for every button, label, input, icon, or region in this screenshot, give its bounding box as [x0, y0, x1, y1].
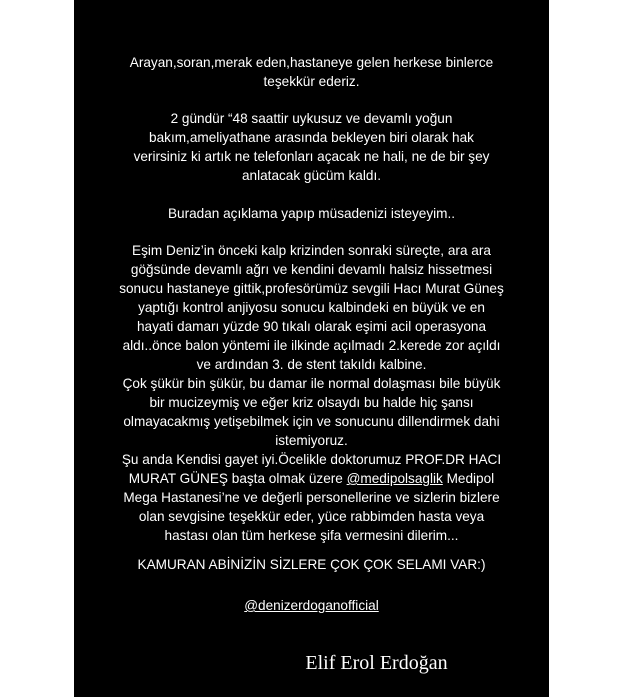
text-line: sonucu hastaneye gittik,profesörümüz sevgili Hacı Murat Güneş [119, 281, 504, 296]
announcement-paragraph [74, 204, 549, 223]
mention-paragraph [74, 596, 549, 615]
medipol-mention-link[interactable]: @medipolsaglik [346, 471, 443, 486]
text-line: olan sevgisine teşekkür eder, yüce rabbimden hasta veya [138, 509, 485, 524]
text-line: Şu anda Kendisi gayet iyi.Öcelikle doktorumuz PROF.DR HACI [121, 452, 502, 467]
details-paragraph [74, 241, 549, 545]
text-line: olmayacakmış yetişebilmek için ve sonucunu dillendirmek dahi [123, 414, 500, 429]
text-line: aldı..önce balon yöntemi ile ilkinde açılmadı 2.kerede zor açıldı [122, 338, 501, 353]
text-segment: MURAT GÜNEŞ başta olmak üzere [128, 471, 347, 486]
text-line: Mega Hastanesi’ne ve değerli personellerine ve sizlerin bizlere [123, 490, 500, 505]
text-line: anlatacak gücüm kaldı. [241, 168, 382, 183]
text-line: yaptığı kontrol anjiyosu sonucu kalbindeki en büyük ve en [138, 300, 485, 315]
text-line: 2 gündür “48 saattir uykusuz ve devamlı yoğun [170, 111, 453, 126]
text-line: KAMURAN ABİNİZİN SİZLERE ÇOK ÇOK SELAMI VAR:) [137, 557, 486, 572]
text-segment: Medipol [442, 471, 495, 486]
story-panel [74, 0, 549, 697]
text-line: verirsiniz ki artık ne telefonları açacak ne hali, ne de bir şey [133, 149, 490, 164]
deniz-mention-link[interactable]: @denizerdoganofficial [244, 598, 379, 613]
text-line: bir mucizeymiş ve eğer kriz olsaydı bu halde hiç şansı [149, 395, 474, 410]
text-line: hayati damarı yüzde 90 tıkalı olarak eşimi acil operasyona [136, 319, 487, 334]
text-line [74, 469, 549, 488]
text-line: göğsünde devamlı ağrı ve kendini devamlı halsiz hissetmesi [130, 262, 493, 277]
signature: Elif Erol Erdoğan [305, 652, 448, 674]
status-paragraph [74, 109, 549, 185]
text-line: istemiyoruz. [275, 433, 348, 448]
greeting-paragraph [74, 555, 549, 574]
left-margin [0, 0, 74, 697]
right-margin [549, 0, 623, 697]
text-line: Çok şükür bin şükür, bu damar ile normal dolaşması bile büyük [122, 376, 501, 391]
text-line: teşekkür ederiz. [263, 74, 360, 89]
thanks-paragraph [74, 53, 549, 91]
text-line: bakım,ameliyathane arasında bekleyen biri olarak hak [149, 130, 474, 145]
text-line: Eşim Deniz’in önceki kalp krizinden sonraki süreçte, ara ara [132, 243, 491, 258]
text-line: ve ardından 3. de stent takıldı kalbine. [196, 357, 427, 372]
text-line: Arayan,soran,merak eden,hastaneye gelen herkese binlerce [129, 55, 494, 70]
text-line: hastası olan tüm herkese şifa vermesini dilerim... [164, 528, 459, 543]
text-line: Buradan açıklama yapıp müsadenizi isteyeyim.. [167, 206, 456, 221]
